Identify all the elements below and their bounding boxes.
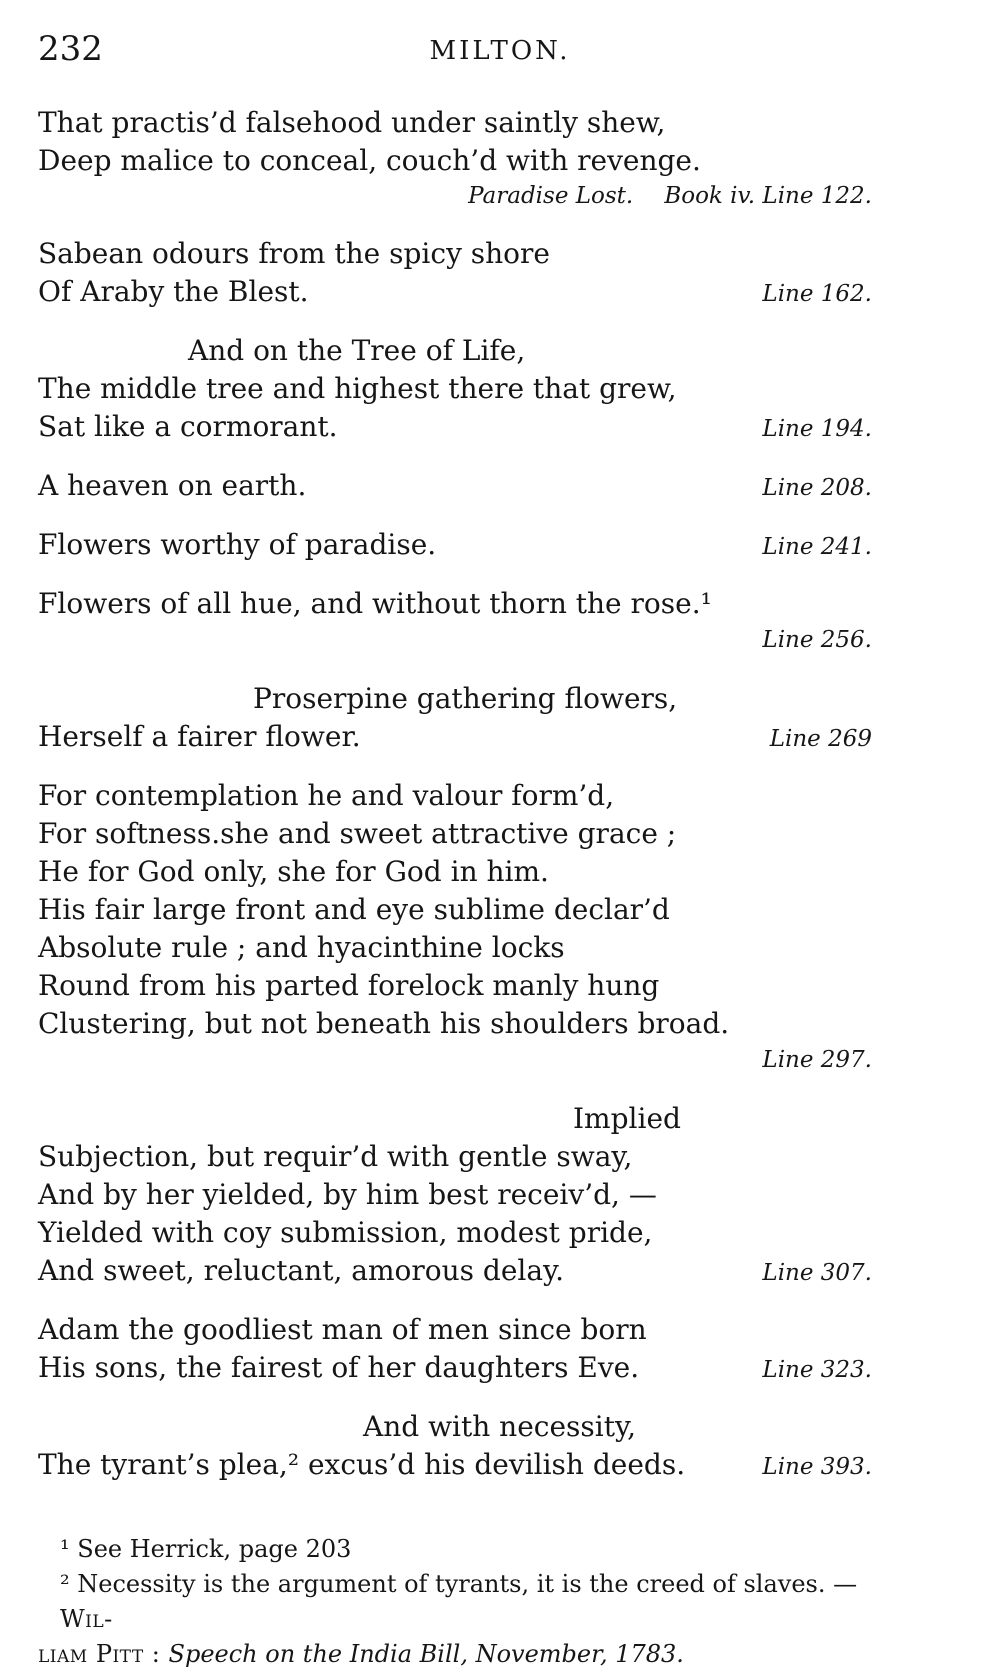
line-reference: Line 241. [762,534,872,560]
poem-line: And sweet, reluctant, amorous delay. [38,1254,565,1287]
quote [38,1100,872,1290]
running-head: MILTON. [429,36,571,66]
poem-line-with-ref [38,526,872,564]
poem-line: That practis’d falsehood under saintly shew, [38,106,666,139]
poem-line: The tyrant’s plea,² excus’d his devilish deeds. [38,1448,686,1481]
quote [38,526,872,564]
quote [38,467,872,505]
poem-line-with-ref [38,1252,872,1290]
poem-line: Deep malice to conceal, couch’d with revenge. [38,144,701,177]
poem-line-with-ref [38,718,872,756]
poem-line: For contemplation he and valour form’d, [38,779,615,812]
footnote-2-name-part: Wil- [60,1605,113,1633]
poem-line: Subjection, but requir’d with gentle sway, [38,1140,633,1173]
poem-line: The middle tree and highest there that grew, [38,372,677,405]
line-reference: Line 194. [762,416,872,442]
poem-line: Flowers worthy of paradise. [38,528,437,561]
footnote-2-work-title: Speech on the India Bill, November, 1783. [168,1640,684,1668]
poem-line: A heaven on earth. [38,469,307,502]
line-reference: Line 307. [762,1260,872,1286]
line-reference: Line 323. [762,1357,872,1383]
poem-line: And on the Tree of Life, [188,334,526,367]
quote [38,332,872,446]
quote [38,235,872,311]
poem-line: Herself a fairer flower. [38,720,361,753]
poem-line: His sons, the fairest of her daughters Eve. [38,1351,640,1384]
poem-line: Sat like a cormorant. [38,410,338,443]
quote [38,1311,872,1387]
poem-line: Clustering, but not beneath his shoulders broad. [38,1007,730,1040]
ref-row [38,623,872,659]
poem-line: His fair large front and eye sublime declar’d [38,893,670,926]
attribution [38,180,872,214]
poem-line-with-ref [38,1446,872,1484]
line-reference: Line 269 [769,726,872,752]
poem-line: Implied [573,1102,681,1135]
poem-line: He for God only, she for God in him. [38,855,549,888]
quote [38,104,872,214]
poem-line: And with necessity, [363,1410,636,1443]
line-reference: Line 393. [762,1454,872,1480]
footnote-2-name-part: liam Pitt : [38,1640,169,1668]
page-header [38,28,872,74]
attribution-locator: Book iv. Line 122. [664,183,872,209]
poem-line: Absolute rule ; and hyacinthine locks [38,931,565,964]
poem-line: Proserpine gathering flowers, [253,682,678,715]
poem-line: For softness.she and sweet attractive grace ; [38,817,677,850]
poem-line: Sabean odours from the spicy shore [38,237,550,270]
poem-line: Yielded with coy submission, modest pride, [38,1216,653,1249]
footnote-2-line-1 [38,1567,872,1637]
quote [38,1408,872,1484]
poem-line-with-ref [38,1349,872,1387]
poem-line: Round from his parted forelock manly hung [38,969,660,1002]
quote [38,585,872,659]
line-reference: Line 208. [762,475,872,501]
footnote-2-line-2 [38,1637,872,1672]
ref-row [38,1043,872,1079]
poem-line: Of Araby the Blest. [38,275,309,308]
line-reference: Line 297. [762,1047,872,1073]
footnotes-section [38,1532,872,1672]
attribution-source: Paradise Lost. [468,183,634,209]
poem-line: And by her yielded, by him best receiv’d, — [38,1178,657,1211]
footnote-2-text: ² Necessity is the argument of tyrants, it is the creed of slaves. — [60,1570,858,1598]
poem-line: Flowers of all hue, and without thorn the rose.¹ [38,587,712,620]
poem-line: Adam the goodliest man of men since born [38,1313,647,1346]
quote [38,777,872,1079]
poem-line-with-ref [38,467,872,505]
line-reference: Line 256. [762,627,872,653]
quotes-section [38,104,872,1484]
poem-line-with-ref [38,408,872,446]
poem-line-with-ref [38,273,872,311]
quote [38,680,872,756]
page-number: 232 [38,29,103,69]
line-reference: Line 162. [762,281,872,307]
footnote-1: ¹ See Herrick, page 203 [60,1535,352,1563]
